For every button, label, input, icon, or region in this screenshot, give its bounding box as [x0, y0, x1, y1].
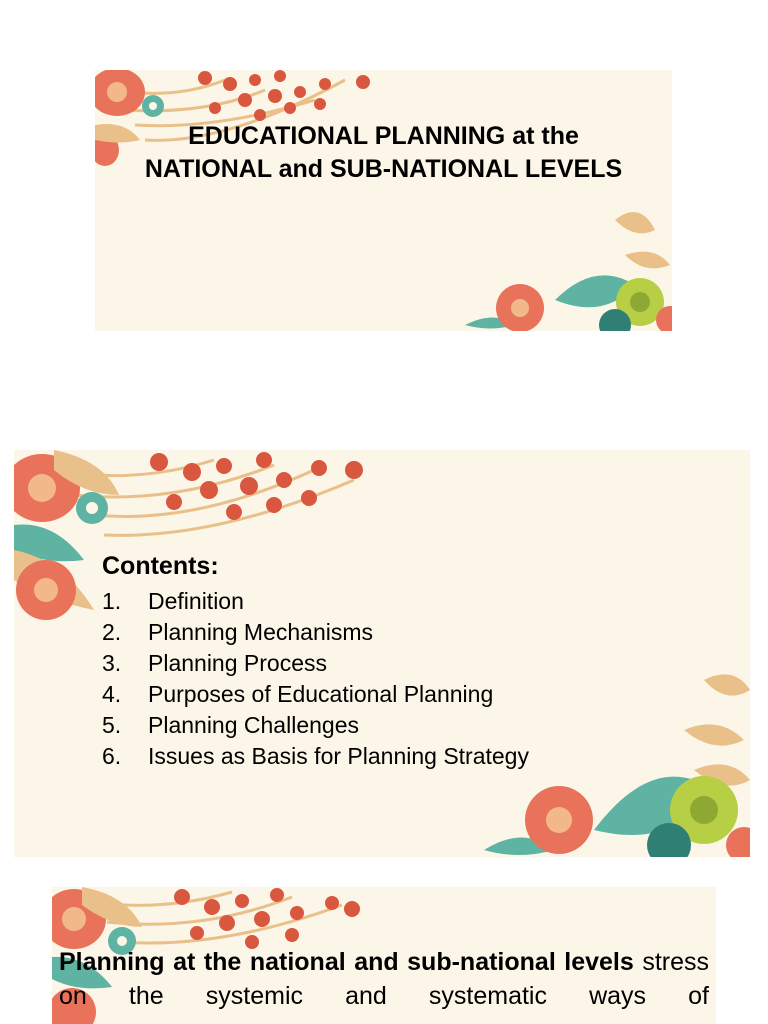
definition-lead: Planning at the national and sub-national levels	[59, 948, 634, 976]
list-item	[102, 648, 529, 679]
list-number: 5.	[102, 712, 122, 738]
list-item	[102, 710, 529, 741]
list-number: 6.	[102, 743, 122, 769]
list-item-label: Issues as Basis for Planning Strategy	[148, 743, 529, 769]
list-number: 3.	[102, 650, 122, 676]
page-title	[95, 120, 672, 186]
list-item	[102, 741, 529, 772]
definition-paragraph	[59, 945, 709, 1013]
contents-slide	[14, 450, 750, 857]
list-number: 1.	[102, 588, 122, 614]
title-slide	[95, 70, 672, 331]
list-item	[102, 679, 529, 710]
contents-list	[102, 586, 529, 772]
floral-decoration-icon	[95, 70, 672, 331]
definition-slide	[52, 887, 716, 1024]
list-item	[102, 617, 529, 648]
list-number: 2.	[102, 619, 122, 645]
definition-body: stress on the systemic and systematic ways of	[59, 948, 710, 1010]
list-item-label: Purposes of Educational Planning	[148, 681, 494, 707]
list-number: 4.	[102, 681, 122, 707]
list-item-label: Planning Challenges	[148, 712, 359, 738]
list-item-label: Planning Mechanisms	[148, 619, 374, 645]
title-line-1: EDUCATIONAL PLANNING at the	[188, 122, 579, 150]
title-line-2: NATIONAL and SUB-NATIONAL LEVELS	[144, 155, 623, 183]
list-item	[102, 586, 529, 617]
list-item-label: Planning Process	[148, 650, 327, 676]
contents-heading: Contents:	[102, 552, 219, 580]
list-item-label: Definition	[148, 588, 244, 614]
